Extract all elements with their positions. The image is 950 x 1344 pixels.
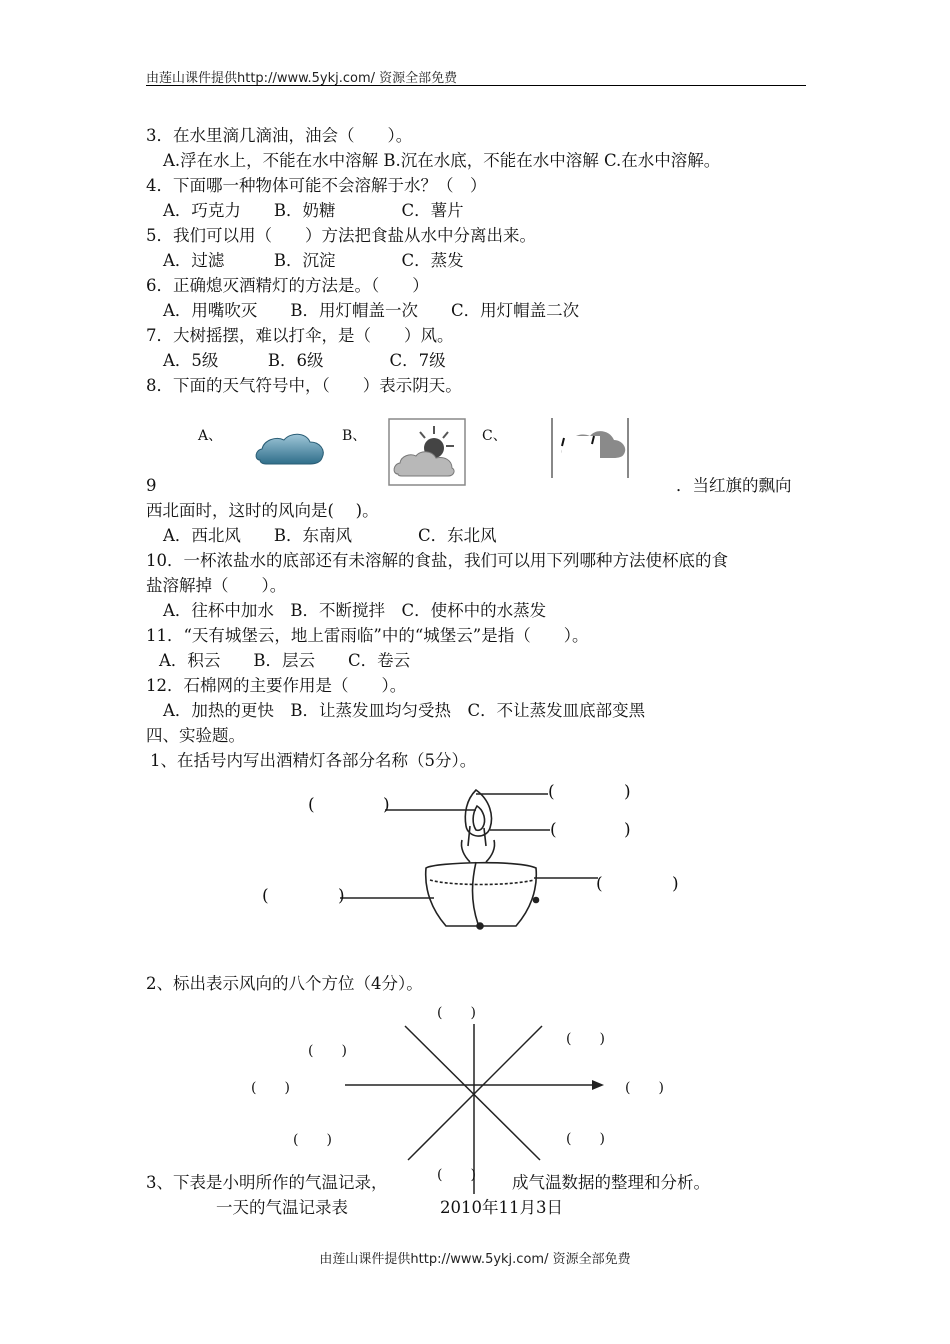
q9-line2: 西北面时，这时的风向是( )。 [146, 501, 379, 520]
q10-line2: 盐溶解掉（ ）。 [146, 576, 287, 595]
compass-blank-north: ( ) [437, 1005, 476, 1021]
q8-stem: 8．下面的天气符号中，（ ）表示阴天。 [146, 376, 462, 395]
compass-blank-south: ( ) [437, 1167, 476, 1183]
q12-options: A．加热的更快 B．让蒸发皿均匀受热 C．不让蒸发皿底部变黑 [163, 701, 646, 720]
compass-blank-west: ( ) [251, 1080, 290, 1096]
option-b-label: B、 [342, 428, 367, 444]
section4-title: 四、实验题。 [146, 726, 245, 745]
task3-text-left: 3、下表是小明所作的气温记录， [146, 1173, 388, 1192]
lamp-blank-5-open: ( [262, 886, 269, 906]
q3-options: A.浮在水上，不能在水中溶解 B.沉在水底，不能在水中溶解 C.在水中溶解。 [163, 151, 721, 170]
lamp-blank-2-close: ) [624, 782, 631, 802]
compass-blank-east: ( ) [625, 1080, 664, 1096]
q7-options: A．5级 B．6级 C．7级 [163, 351, 446, 370]
compass-blank-northwest: ( ) [308, 1043, 347, 1059]
compass-blank-southwest: ( ) [293, 1132, 332, 1148]
compass-blank-northeast: ( ) [566, 1031, 605, 1047]
compass-blank-southeast: ( ) [566, 1131, 605, 1147]
q9-number: 9 [146, 476, 157, 495]
q9-options: A．西北风 B．东南风 C．东北风 [163, 526, 497, 545]
q11-stem: 11．“天有城堡云，地上雷雨临”中的“城堡云”是指（ ）。 [146, 626, 589, 645]
lamp-blank-3-close: ) [624, 820, 631, 840]
q12-stem: 12．石棉网的主要作用是（ ）。 [146, 676, 407, 695]
lamp-blank-1-open: ( [308, 795, 315, 815]
q5-options: A．过滤 B．沉淀 C．蒸发 [163, 251, 464, 270]
option-c-label: C、 [482, 428, 507, 444]
q10-options: A．往杯中加水 B．不断搅拌 C．使杯中的水蒸发 [163, 601, 547, 620]
q4-options: A．巧克力 B．奶糖 C．薯片 [163, 201, 464, 220]
q5-stem: 5．我们可以用（ ）方法把食盐从水中分离出来。 [146, 226, 536, 245]
page-footer: 由莲山课件提供http://www.5ykj.com/ 资源全部免费 [319, 1252, 631, 1267]
q9-tail: ．当红旗的飘向 [676, 476, 792, 495]
q6-stem: 6．正确熄灭酒精灯的方法是。（ ） [146, 276, 429, 295]
table-date: 2010年11月3日 [440, 1198, 563, 1217]
lamp-blank-4-close: ) [672, 874, 679, 894]
q10-line1: 10．一杯浓盐水的底部还有未溶解的食盐，我们可以用下列哪种方法使杯底的食 [146, 551, 728, 570]
lamp-blank-2-open: ( [548, 782, 555, 802]
lamp-blank-4-open: ( [596, 874, 603, 894]
lamp-blank-3-open: ( [550, 820, 557, 840]
q11-options: A．积云 B．层云 C．卷云 [159, 651, 411, 670]
task2-text: 2、标出表示风向的八个方位（4分）。 [146, 974, 423, 993]
lamp-blank-5-close: ) [338, 886, 345, 906]
q4-stem: 4．下面哪一种物体可能不会溶解于水？（ ） [146, 176, 487, 195]
q3-stem: 3．在水里滴几滴油，油会（ ）。 [146, 126, 413, 145]
q7-stem: 7．大树摇摆，难以打伞，是（ ）风。 [146, 326, 454, 345]
task3-text-right: 成气温数据的整理和分析。 [512, 1173, 710, 1192]
task1-text: 1、在括号内写出酒精灯各部分名称（5分）。 [150, 751, 477, 770]
table-title: 一天的气温记录表 [216, 1198, 348, 1217]
lamp-blank-1-close: ) [383, 795, 390, 815]
option-a-label: A、 [198, 428, 223, 444]
page-header: 由莲山课件提供http://www.5ykj.com/ 资源全部免费 [146, 71, 458, 86]
q6-options: A．用嘴吹灭 B．用灯帽盖一次 C．用灯帽盖二次 [163, 301, 580, 320]
